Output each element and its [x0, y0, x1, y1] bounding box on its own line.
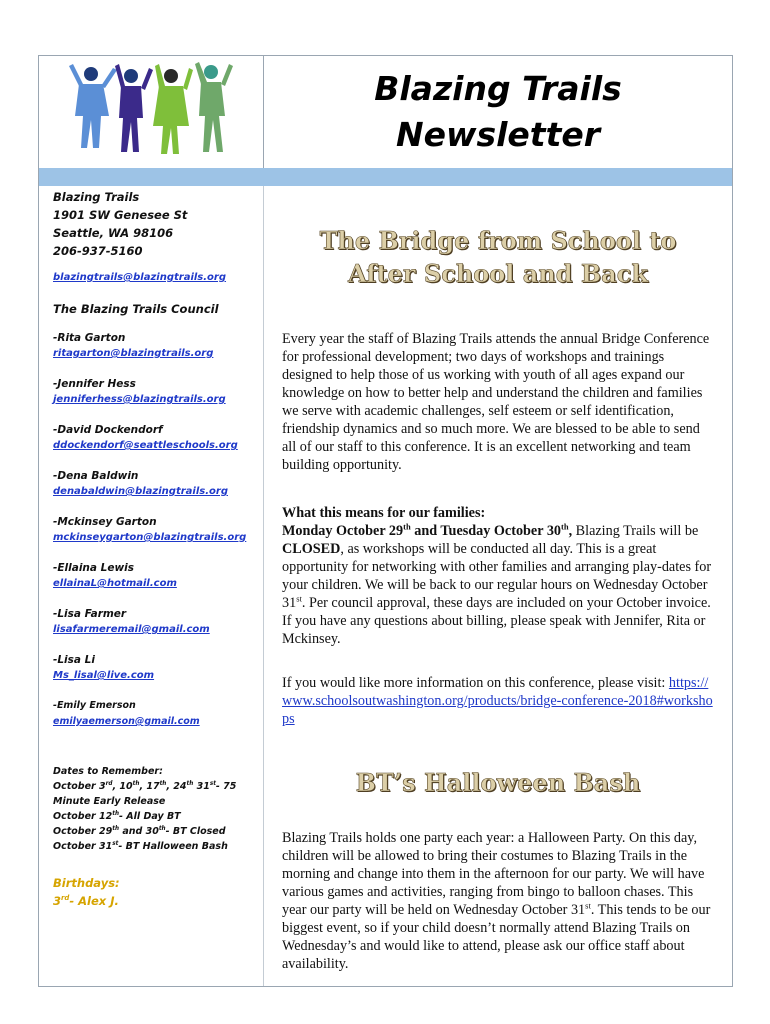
phone-number: 206-937-5160 [53, 244, 143, 258]
dates-to-remember [53, 764, 258, 854]
org-name: Blazing Trails [53, 190, 140, 204]
families-heading: What this means for our families: [282, 505, 486, 521]
date-entry: October 3rd, 10th, 17th, 24th 31st- 75 [53, 780, 237, 792]
article-headline-halloween: BT’s Halloween Bash [355, 768, 641, 797]
council-member [53, 606, 258, 638]
council-member [53, 468, 258, 500]
street-address: 1901 SW Genesee St [53, 208, 188, 222]
dancing-figure-4 [195, 62, 233, 152]
headline-line-2: After School and Back [348, 259, 648, 288]
council-member-email[interactable]: lisafarmeremail@gmail.com [53, 624, 210, 635]
council-member-email[interactable]: denabaldwin@blazingtrails.org [53, 486, 228, 497]
council-member-name: -Dena Baldwin [53, 470, 139, 482]
families-paragraph: What this means for our families: Monday October 29th and Tuesday October 30th, Blazing Trails will be CLOSED, as workshops will be conducted all day. This is a great opportunity for networking with other families and arranging play-dates for your children. We will be back to our regular hours on Wednesday October 31st. Per council approval, these days are included on your October invoice. If you have any questions about billing, please speak with Jennifer, Rita or Mckinsey. [282, 505, 712, 647]
council-member [53, 422, 258, 454]
dancing-people-logo [39, 56, 263, 168]
council-member-email[interactable]: Ms_lisal@live.com [53, 670, 155, 681]
council-member-name: -Jennifer Hess [53, 378, 136, 390]
title-line-1: Blazing Trails [374, 69, 622, 108]
city-state-zip: Seattle, WA 98106 [53, 226, 174, 240]
council-member-name: -Lisa Li [53, 654, 95, 666]
title-line-2: Newsletter [395, 115, 601, 154]
more-info-paragraph: If you would like more information on this conference, please visit: https://www.schoolsoutwashington.org/products/bridge-conference-2018#workshops [282, 675, 713, 727]
birthdays-title: Birthdays: [53, 876, 120, 890]
article-paragraph: Every year the staff of Blazing Trails attends the annual Bridge Conference for professional development; two days of workshops and trainings designed to help those of us working with youth of all ages expand our knowledge on how to better help and understand the children and families we serve with academic challenges, self esteem or self identification, friendship dynamics and so much more. We are blessed to be able to send all of our staff to this conference. It is an excellent networking and team building opportunity. [282, 331, 710, 473]
council-member-email[interactable]: emilyaemerson@gmail.com [53, 716, 200, 727]
conference-link[interactable]: https://www.schoolsoutwashington.org/products/bridge-conference-2018#workshops [282, 675, 713, 727]
council-member-name: -Lisa Farmer [53, 608, 127, 620]
birthday-entry: 3rd- Alex J. [53, 894, 119, 908]
closed-dates: Monday October 29th and Tuesday October 30th, [282, 521, 573, 539]
council-member-name: -Mckinsey Garton [53, 516, 157, 528]
council-member [53, 652, 258, 684]
council-title: The Blazing Trails Council [53, 302, 219, 316]
council-member-name: -Ellaina Lewis [53, 562, 134, 574]
article-headline-bridge [282, 224, 714, 290]
dancing-figure-3 [153, 64, 193, 154]
headline-line-1: The Bridge from School to [319, 226, 677, 255]
halloween-paragraph: Blazing Trails holds one party each year: a Halloween Party. On this day, children will be allowed to bring their costumes to Blazing Trails in the morning and change into them in the afternoon for our party. We will have various games and activities, ranging from bingo to balloon chases. This year our party will be held on Wednesday October 31st. This tends to be our biggest event, so if your child doesn’t normally attend Blazing Trails on Wednesday’s and would like to attend, please ask our office staff about availability. [282, 830, 711, 972]
dancing-figure-2 [115, 64, 153, 152]
council-member [53, 698, 258, 730]
date-entry: October 29th and 30th- BT Closed [53, 825, 226, 837]
council-member [53, 514, 258, 546]
council-member [53, 330, 258, 362]
column-divider [263, 186, 264, 986]
dancing-figure-1 [69, 64, 117, 148]
council-member-email[interactable]: ritagarton@blazingtrails.org [53, 348, 214, 359]
date-entry: October 31st- BT Halloween Bash [53, 840, 228, 852]
council-member-email[interactable]: ellainaL@hotmail.com [53, 578, 177, 589]
birthdays [53, 874, 258, 910]
main-content [282, 186, 714, 987]
council-member-name: -Emily Emerson [53, 700, 136, 711]
sidebar [53, 188, 258, 910]
council-member [53, 560, 258, 592]
date-entry-continued: Minute Early Release [53, 796, 166, 807]
council-member-email[interactable]: ddockendorf@seattleschools.org [53, 440, 238, 451]
date-entry: October 12th- All Day BT [53, 810, 181, 822]
org-email-link[interactable]: blazingtrails@blazingtrails.org [53, 272, 227, 283]
council-member [53, 376, 258, 408]
header-color-bar [39, 168, 732, 186]
council-member-email[interactable]: jenniferhess@blazingtrails.org [53, 394, 226, 405]
dates-title: Dates to Remember: [53, 766, 163, 777]
council-member-email[interactable]: mckinseygarton@blazingtrails.org [53, 532, 247, 543]
council-member-name: -David Dockendorf [53, 424, 163, 436]
newsletter-title [264, 56, 732, 168]
closed-word: CLOSED [282, 541, 341, 557]
council-member-name: -Rita Garton [53, 332, 126, 344]
